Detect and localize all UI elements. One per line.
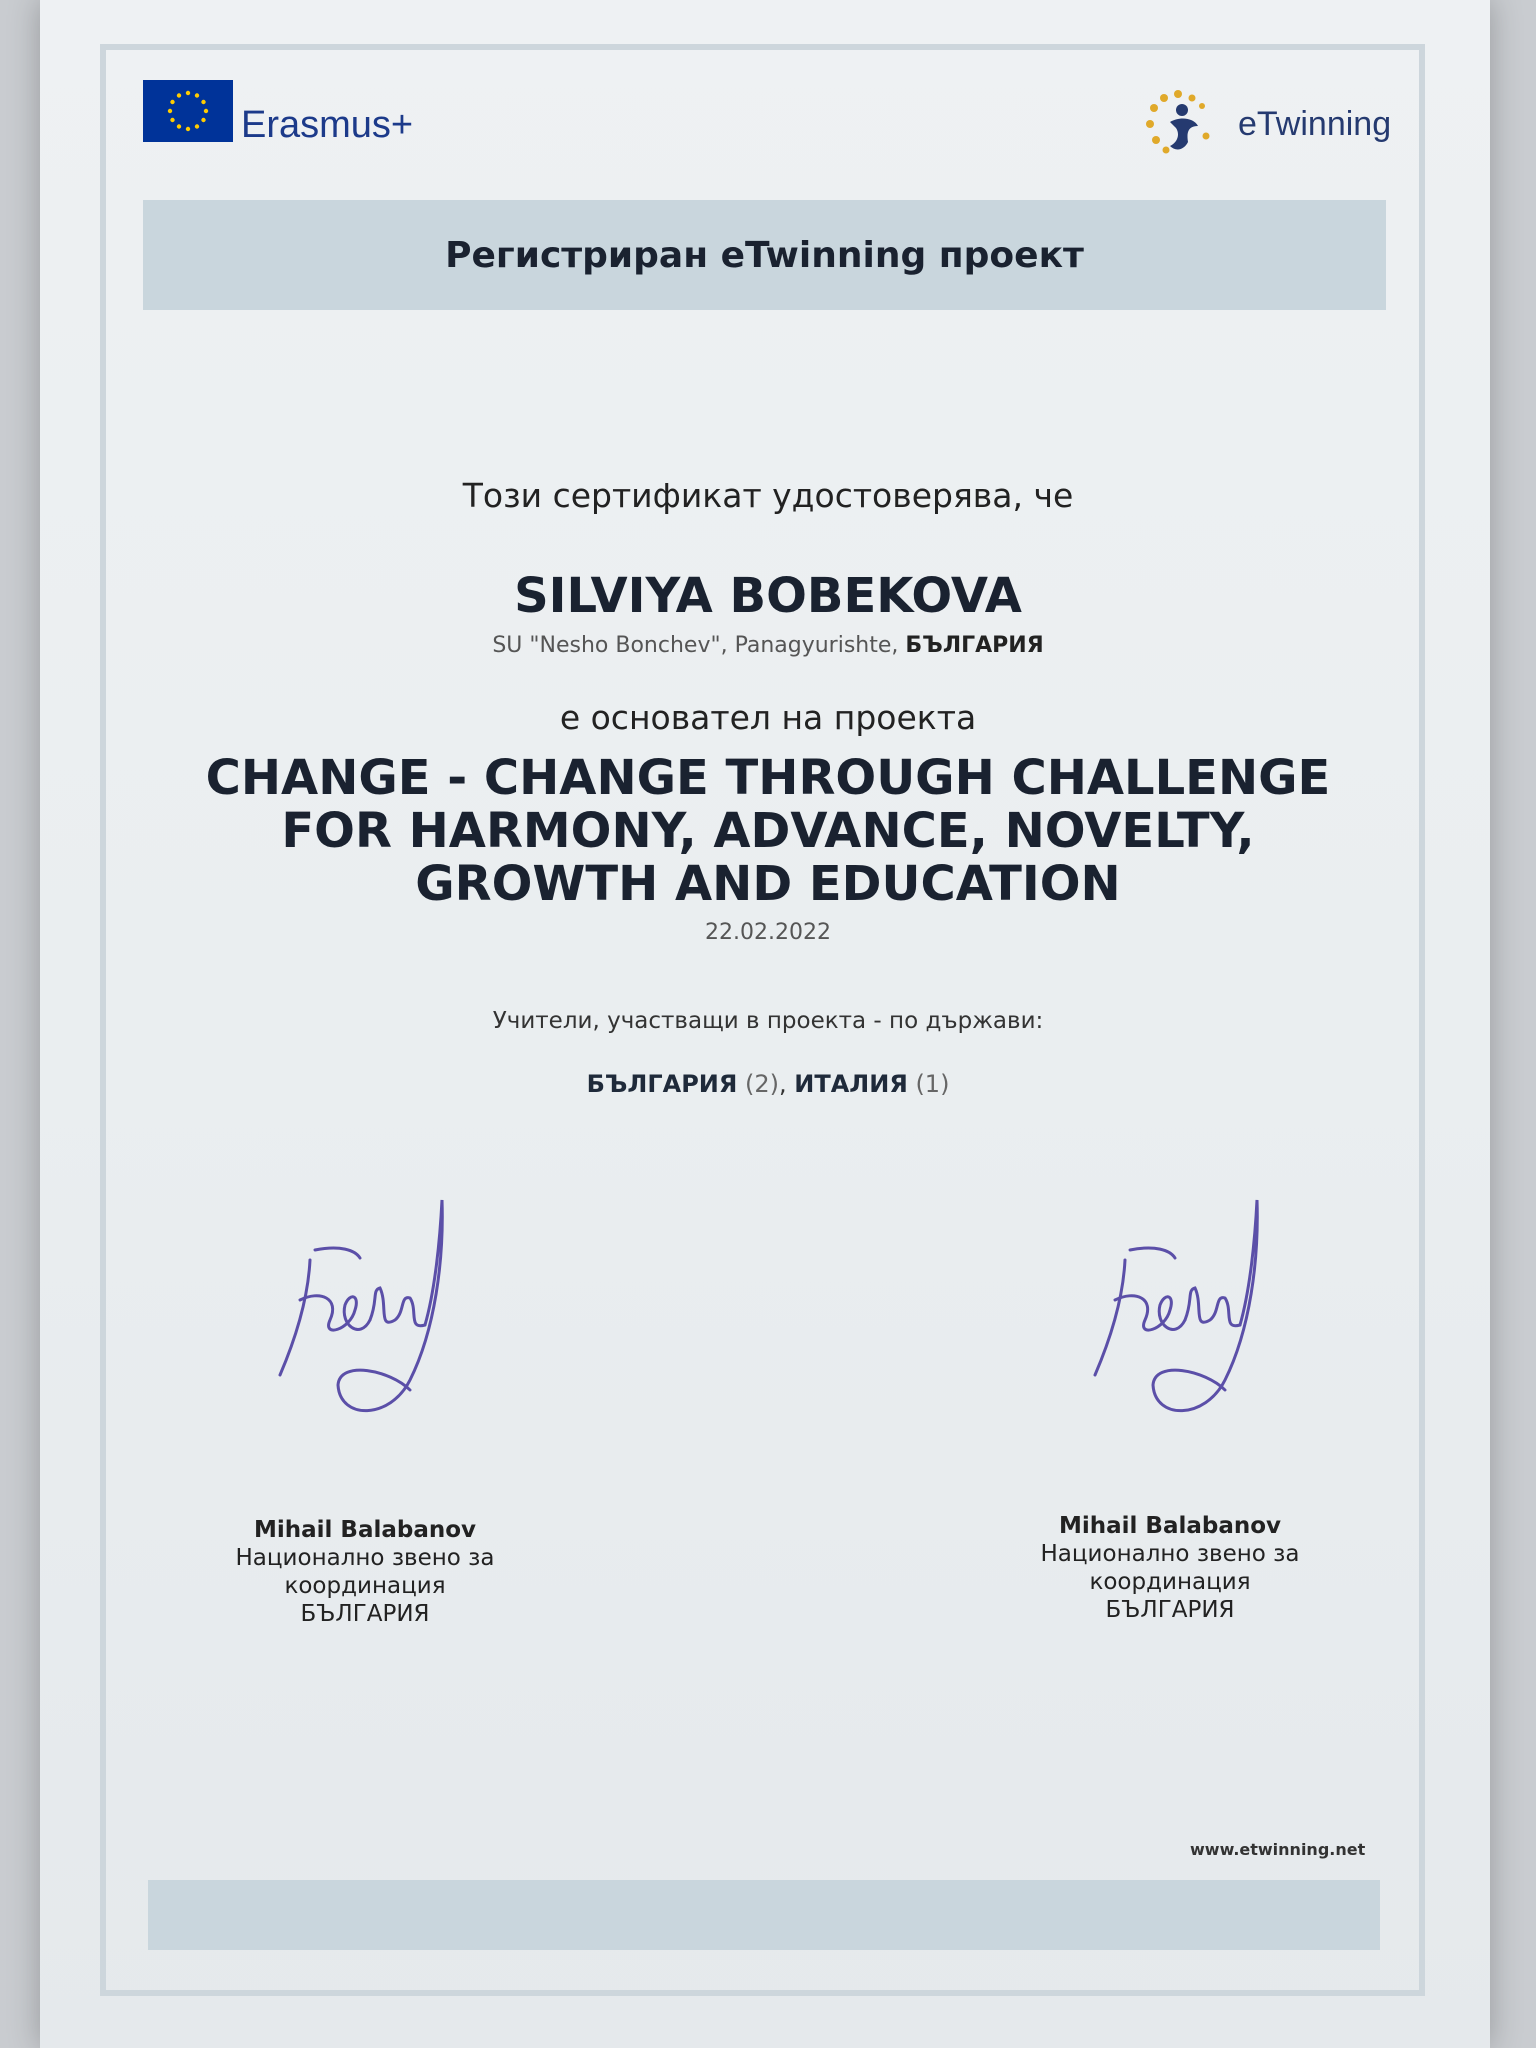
erasmus-label: Erasmus+ <box>241 104 414 146</box>
country-name: ИТАЛИЯ <box>794 1070 908 1098</box>
etwinning-logo <box>1140 86 1391 162</box>
footer-banner <box>148 1880 1380 1950</box>
signature-left <box>260 1180 500 1470</box>
school-name: SU "Nesho Bonchev", Panagyurishte, <box>492 633 899 658</box>
eu-flag-icon <box>143 80 233 142</box>
etwinning-label: eTwinning <box>1238 104 1392 143</box>
recipient-school <box>100 633 1436 658</box>
etwinning-figure-icon <box>1140 86 1236 162</box>
signatory-country: БЪЛГАРИЯ <box>300 1601 430 1627</box>
signatory-name: Mihail Balabanov <box>1058 1513 1282 1539</box>
signatory-left <box>195 1516 535 1628</box>
title-banner <box>143 200 1386 310</box>
signatory-name: Mihail Balabanov <box>253 1517 477 1543</box>
country-name: БЪЛГАРИЯ <box>586 1070 738 1098</box>
banner-title: Регистриран eTwinning проект <box>445 234 1084 276</box>
signatory-role: Национално звено за координация <box>1040 1541 1300 1595</box>
signatory-role: Национално звено за координация <box>235 1545 495 1599</box>
certificate-intro: Този сертификат удостоверява, че <box>462 476 1074 515</box>
project-title: CHANGE - CHANGE THROUGH CHALLENGE FOR HARMONY, ADVANCE, NOVELTY, GROWTH AND EDUCATION <box>205 750 1331 912</box>
erasmus-logo <box>143 80 414 146</box>
founder-text: е основател на проекта <box>559 698 977 737</box>
country-list: БЪЛГАРИЯ (2), ИТАЛИЯ (1) <box>586 1070 950 1098</box>
signatory-country: БЪЛГАРИЯ <box>1105 1597 1235 1623</box>
signature-right <box>1075 1180 1315 1470</box>
signatory-right <box>1000 1512 1340 1624</box>
project-date: 22.02.2022 <box>705 920 831 945</box>
country-count: (1) <box>915 1070 950 1098</box>
teachers-label: Учители, участващи в проекта - по държави: <box>492 1008 1044 1034</box>
recipient-name: SILVIYA BOBEKOVA <box>514 568 1022 624</box>
country-count: (2) <box>745 1070 779 1098</box>
school-country: БЪЛГАРИЯ <box>905 633 1044 658</box>
website-link[interactable]: www.etwinning.net <box>1190 1840 1366 1859</box>
